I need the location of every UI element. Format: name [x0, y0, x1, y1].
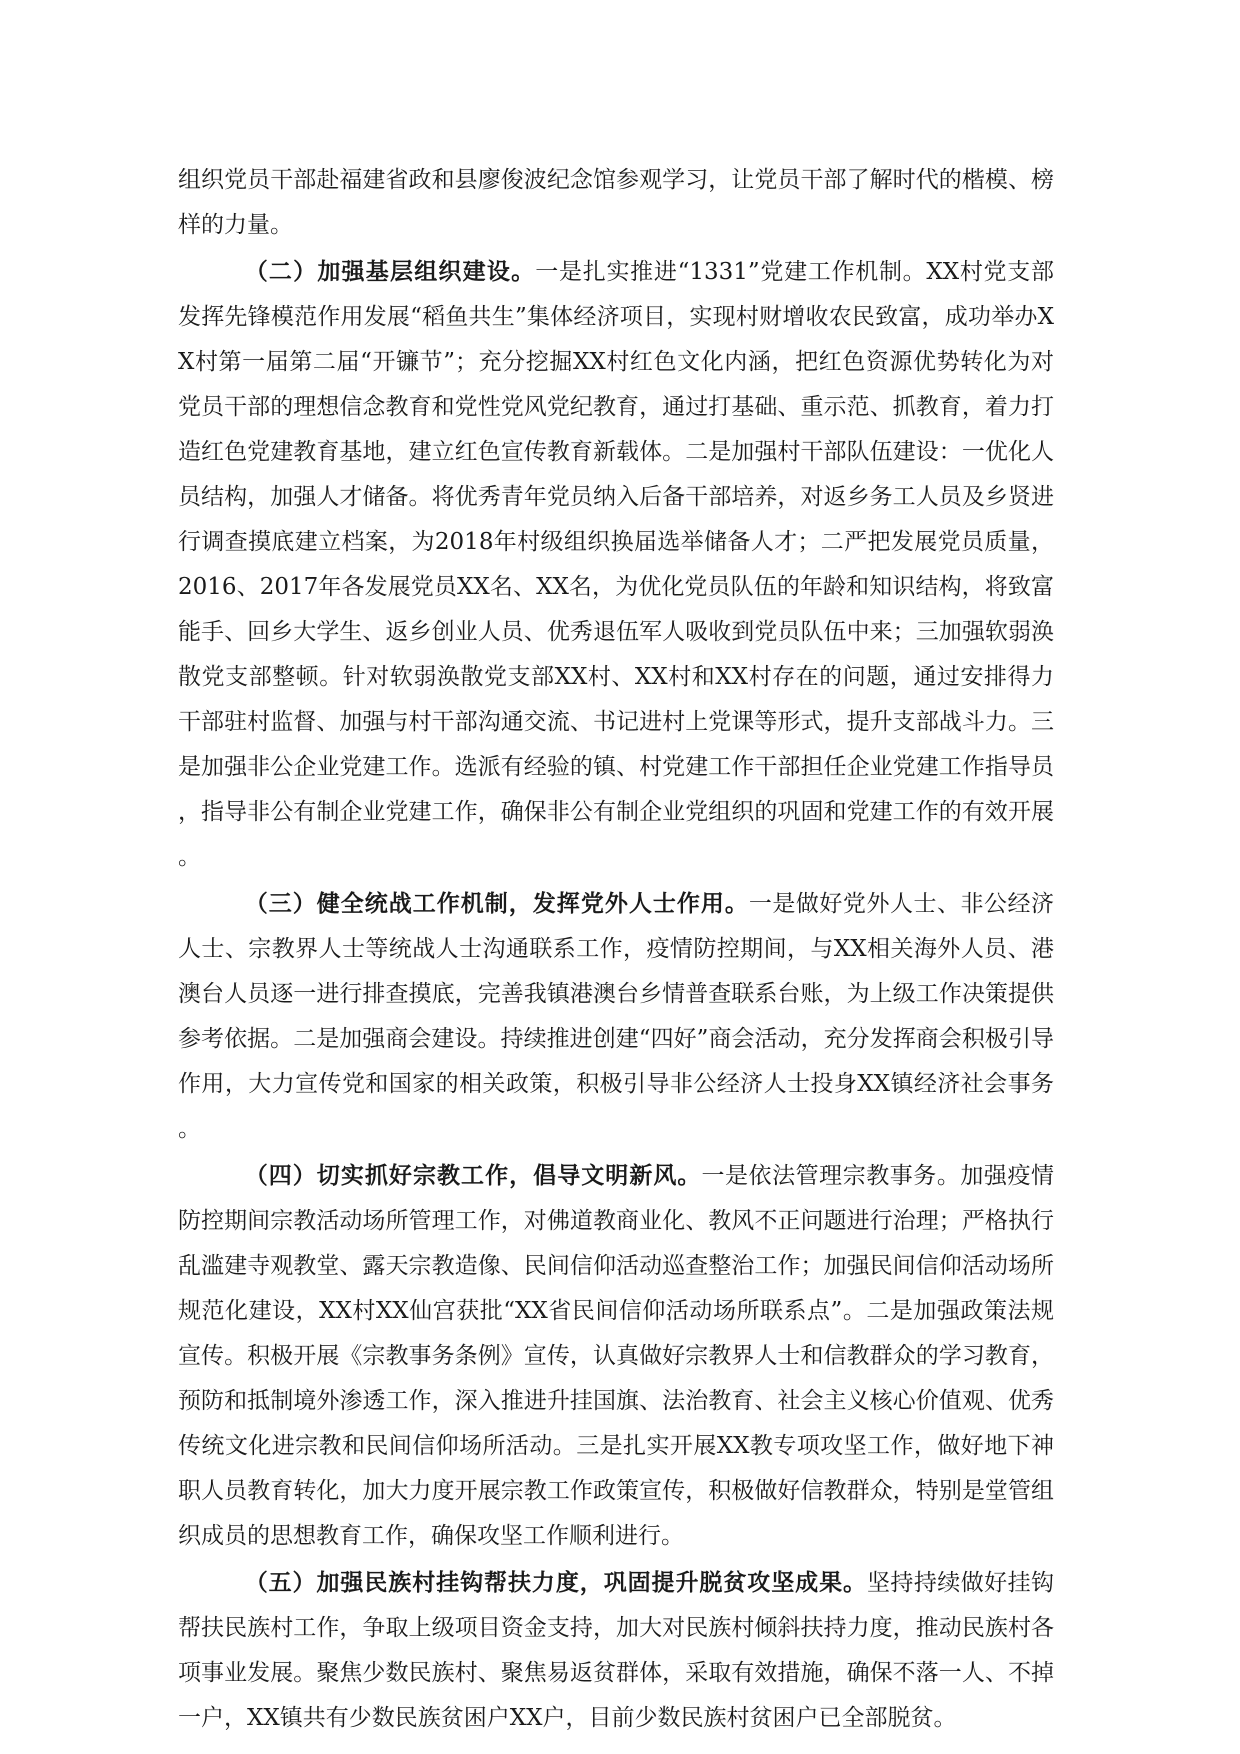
paragraph-1 [178, 158, 1054, 248]
paragraph-3 [178, 882, 1054, 1152]
paragraph-2-heading: （二）加强基层组织建设。 [244, 259, 536, 285]
paragraph-5-text: 坚持持续做好挂钩帮扶民族村工作，争取上级项目资金支持，加大对民族村倾斜扶持力度，推动民族村各项事业发展。聚焦少数民族村、聚焦易返贫群体，采取有效措施，确保不落一人、不掉一户，XX镇共有少数民族贫困户XX户，目前少数民族村贫困户已全部脱贫。 [178, 1570, 1055, 1731]
document-page [178, 158, 1054, 1743]
paragraph-2-text: 一是扎实推进“1331”党建工作机制。XX村党支部发挥先锋模范作用发展“稻鱼共生”集体经济项目，实现村财增收农民致富，成功举办XX村第一届第二届“开镰节”；充分挖掘XX村红色文化内涵，把红色资源优势转化为对党员干部的理想信念教育和党性党风党纪教育，通过打基础、重示范、抓教育，着力打造红色党建教育基地，建立红色宣传教育新载体。二是加强村干部队伍建设：一优化人员结构，加强人才储备。将优秀青年党员纳入后备干部培养，对返乡务工人员及乡贤进行调查摸底建立档案，为2018年村级组织换届选举储备人才；二严把发展党员质量，2016、2017年各发展党员XX名、XX名，为优化党员队伍的年龄和知识结构，将致富能手、回乡大学生、返乡创业人员、优秀退伍军人吸收到党员队伍中来；三加强软弱涣散党支部整顿。针对软弱涣散党支部XX村、XX村和XX村存在的问题，通过安排得力干部驻村监督、加强与村干部沟通交流、书记进村上党课等形式，提升支部战斗力。三是加强非公企业党建工作。选派有经验的镇、村党建工作干部担任企业党建工作指导员，指导非公有制企业党建工作，确保非公有制企业党组织的巩固和党建工作的有效开展。 [178, 259, 1054, 870]
paragraph-1-text: 组织党员干部赴福建省政和县廖俊波纪念馆参观学习，让党员干部了解时代的楷模、榜样的力量。 [178, 167, 1054, 238]
paragraph-5-heading: （五）加强民族村挂钩帮扶力度，巩固提升脱贫攻坚成果。 [244, 1570, 867, 1596]
paragraph-3-text: 一是做好党外人士、非公经济人士、宗教界人士等统战人士沟通联系工作，疫情防控期间，与XX相关海外人员、港澳台人员逐一进行排查摸底，完善我镇港澳台乡情普查联系台账，为上级工作决策提供参考依据。二是加强商会建设。持续推进创建“四好”商会活动，充分发挥商会积极引导作用，大力宣传党和国家的相关政策，积极引导非公经济人士投身XX镇经济社会事务。 [178, 891, 1055, 1142]
paragraph-3-heading: （三）健全统战工作机制，发挥党外人士作用。 [244, 891, 749, 917]
paragraph-4-text: 一是依法管理宗教事务。加强疫情防控期间宗教活动场所管理工作，对佛道教商业化、教风不正问题进行治理；严格执行乱滥建寺观教堂、露天宗教造像、民间信仰活动巡查整治工作；加强民间信仰活动场所规范化建设，XX村XX仙宫获批“XX省民间信仰活动场所联系点”。二是加强政策法规宣传。积极开展《宗教事务条例》宣传，认真做好宗教界人士和信教群众的学习教育，预防和抵制境外渗透工作，深入推进升挂国旗、法治教育、社会主义核心价值观、优秀传统文化进宗教和民间信仰场所活动。三是扎实开展XX教专项攻坚工作，做好地下神职人员教育转化，加大力度开展宗教工作政策宣传，积极做好信教群众，特别是堂管组织成员的思想教育工作，确保攻坚工作顺利进行。 [178, 1163, 1055, 1549]
paragraph-5 [178, 1561, 1054, 1741]
paragraph-4-heading: （四）切实抓好宗教工作，倡导文明新风。 [244, 1163, 702, 1189]
paragraph-2 [178, 250, 1054, 880]
paragraph-4 [178, 1154, 1054, 1559]
